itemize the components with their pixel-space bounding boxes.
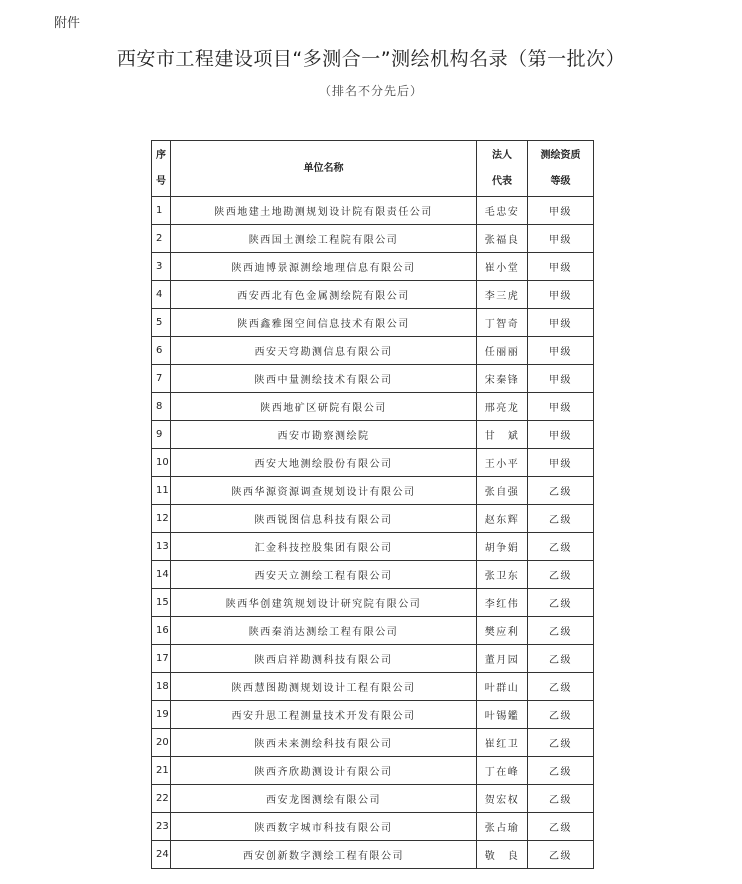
cell-qualification-grade: 乙级	[528, 617, 594, 645]
table-row	[152, 421, 594, 449]
table-row	[152, 813, 594, 841]
directory-table	[151, 140, 594, 869]
table-row	[152, 533, 594, 561]
cell-serial-number: 5	[152, 309, 171, 337]
cell-unit-name: 汇金科技控股集团有限公司	[171, 533, 477, 561]
cell-qualification-grade: 甲级	[528, 449, 594, 477]
cell-serial-number: 11	[152, 477, 171, 505]
cell-serial-number: 4	[152, 281, 171, 309]
cell-unit-name: 陕西锐图信息科技有限公司	[171, 505, 477, 533]
table-row	[152, 617, 594, 645]
cell-legal-representative: 敬 良	[477, 841, 528, 869]
cell-legal-representative: 张卫东	[477, 561, 528, 589]
table-row	[152, 281, 594, 309]
cell-serial-number: 14	[152, 561, 171, 589]
cell-serial-number: 22	[152, 785, 171, 813]
cell-serial-number: 6	[152, 337, 171, 365]
document-subtitle: （排名不分先后）	[318, 84, 423, 98]
table-row	[152, 253, 594, 281]
cell-serial-number: 7	[152, 365, 171, 393]
cell-qualification-grade: 乙级	[528, 533, 594, 561]
cell-legal-representative: 任丽丽	[477, 337, 528, 365]
cell-serial-number: 20	[152, 729, 171, 757]
cell-legal-representative: 王小平	[477, 449, 528, 477]
table-row	[152, 785, 594, 813]
cell-serial-number: 23	[152, 813, 171, 841]
cell-unit-name: 陕西慧图勘测规划设计工程有限公司	[171, 673, 477, 701]
cell-unit-name: 陕西启祥勘测科技有限公司	[171, 645, 477, 673]
header-legal-representative	[477, 141, 528, 197]
cell-qualification-grade: 乙级	[528, 757, 594, 785]
cell-serial-number: 19	[152, 701, 171, 729]
header-serial-number	[152, 141, 171, 197]
cell-legal-representative: 李三虎	[477, 281, 528, 309]
cell-unit-name: 西安升思工程测量技术开发有限公司	[171, 701, 477, 729]
table-row	[152, 197, 594, 225]
header-rep-line1: 法人	[492, 149, 512, 161]
cell-legal-representative: 张福良	[477, 225, 528, 253]
cell-legal-representative: 贺宏权	[477, 785, 528, 813]
cell-unit-name: 陕西华创建筑规划设计研究院有限公司	[171, 589, 477, 617]
header-serial-line2: 号	[156, 175, 166, 187]
cell-qualification-grade: 乙级	[528, 505, 594, 533]
cell-legal-representative: 甘 斌	[477, 421, 528, 449]
cell-legal-representative: 叶群山	[477, 673, 528, 701]
cell-unit-name: 陕西秦消达测绘工程有限公司	[171, 617, 477, 645]
cell-legal-representative: 崔红卫	[477, 729, 528, 757]
cell-serial-number: 17	[152, 645, 171, 673]
cell-qualification-grade: 甲级	[528, 225, 594, 253]
cell-serial-number: 16	[152, 617, 171, 645]
cell-serial-number: 8	[152, 393, 171, 421]
cell-legal-representative: 邢亮龙	[477, 393, 528, 421]
cell-legal-representative: 崔小堂	[477, 253, 528, 281]
cell-qualification-grade: 甲级	[528, 197, 594, 225]
cell-unit-name: 西安天穹勘测信息有限公司	[171, 337, 477, 365]
cell-qualification-grade: 乙级	[528, 645, 594, 673]
cell-legal-representative: 胡争娟	[477, 533, 528, 561]
table-row	[152, 757, 594, 785]
cell-unit-name: 西安天立测绘工程有限公司	[171, 561, 477, 589]
cell-serial-number: 3	[152, 253, 171, 281]
table-row	[152, 589, 594, 617]
cell-unit-name: 陕西国土测绘工程院有限公司	[171, 225, 477, 253]
cell-unit-name: 西安市勘察测绘院	[171, 421, 477, 449]
cell-legal-representative: 叶锡鑑	[477, 701, 528, 729]
header-qualification-grade	[528, 141, 594, 197]
cell-qualification-grade: 乙级	[528, 729, 594, 757]
header-unit-name: 单位名称	[171, 141, 477, 197]
cell-unit-name: 西安西北有色金属测绘院有限公司	[171, 281, 477, 309]
header-grade-line2: 等级	[550, 175, 571, 187]
cell-legal-representative: 张占瑜	[477, 813, 528, 841]
table-row	[152, 645, 594, 673]
table-row	[152, 449, 594, 477]
cell-unit-name: 陕西地矿区研院有限公司	[171, 393, 477, 421]
table-row	[152, 337, 594, 365]
table-row	[152, 477, 594, 505]
cell-unit-name: 陕西鑫雅图空间信息技术有限公司	[171, 309, 477, 337]
table-row	[152, 393, 594, 421]
cell-unit-name: 陕西齐欣勘测设计有限公司	[171, 757, 477, 785]
cell-unit-name: 陕西数字城市科技有限公司	[171, 813, 477, 841]
cell-qualification-grade: 乙级	[528, 785, 594, 813]
header-grade-line1: 测绘资质	[540, 149, 581, 161]
header-rep-line2: 代表	[492, 175, 512, 187]
directory-table-container	[151, 140, 593, 869]
table-row	[152, 729, 594, 757]
cell-legal-representative: 董月园	[477, 645, 528, 673]
cell-unit-name: 西安大地测绘股份有限公司	[171, 449, 477, 477]
cell-unit-name: 西安创新数字测绘工程有限公司	[171, 841, 477, 869]
cell-legal-representative: 李红伟	[477, 589, 528, 617]
cell-serial-number: 12	[152, 505, 171, 533]
cell-unit-name: 陕西地建土地勘测规划设计院有限责任公司	[171, 197, 477, 225]
cell-legal-representative: 樊应利	[477, 617, 528, 645]
cell-qualification-grade: 甲级	[528, 309, 594, 337]
cell-serial-number: 24	[152, 841, 171, 869]
cell-qualification-grade: 乙级	[528, 589, 594, 617]
cell-unit-name: 陕西中量测绘技术有限公司	[171, 365, 477, 393]
cell-serial-number: 18	[152, 673, 171, 701]
cell-unit-name: 陕西未来测绘科技有限公司	[171, 729, 477, 757]
table-body	[152, 197, 594, 869]
cell-serial-number: 2	[152, 225, 171, 253]
cell-qualification-grade: 乙级	[528, 813, 594, 841]
table-row	[152, 561, 594, 589]
cell-qualification-grade: 甲级	[528, 393, 594, 421]
table-row	[152, 309, 594, 337]
table-row	[152, 365, 594, 393]
cell-serial-number: 15	[152, 589, 171, 617]
cell-legal-representative: 毛忠安	[477, 197, 528, 225]
cell-qualification-grade: 甲级	[528, 421, 594, 449]
cell-legal-representative: 赵东辉	[477, 505, 528, 533]
header-serial-line1: 序	[156, 149, 166, 161]
cell-legal-representative: 丁在峰	[477, 757, 528, 785]
table-row	[152, 841, 594, 869]
table-row	[152, 673, 594, 701]
table-header-row	[152, 141, 594, 197]
cell-qualification-grade: 乙级	[528, 841, 594, 869]
cell-unit-name: 西安龙图测绘有限公司	[171, 785, 477, 813]
cell-serial-number: 10	[152, 449, 171, 477]
cell-qualification-grade: 甲级	[528, 253, 594, 281]
cell-serial-number: 1	[152, 197, 171, 225]
cell-qualification-grade: 乙级	[528, 673, 594, 701]
attachment-label: 附件	[54, 16, 81, 31]
cell-legal-representative: 丁智奇	[477, 309, 528, 337]
cell-qualification-grade: 甲级	[528, 365, 594, 393]
cell-serial-number: 13	[152, 533, 171, 561]
cell-qualification-grade: 乙级	[528, 561, 594, 589]
table-row	[152, 505, 594, 533]
cell-serial-number: 9	[152, 421, 171, 449]
cell-legal-representative: 张自强	[477, 477, 528, 505]
cell-qualification-grade: 乙级	[528, 701, 594, 729]
cell-legal-representative: 宋秦锋	[477, 365, 528, 393]
cell-qualification-grade: 乙级	[528, 477, 594, 505]
cell-qualification-grade: 甲级	[528, 281, 594, 309]
cell-unit-name: 陕西迪博景源测绘地理信息有限公司	[171, 253, 477, 281]
cell-serial-number: 21	[152, 757, 171, 785]
cell-unit-name: 陕西华源资源调查规划设计有限公司	[171, 477, 477, 505]
cell-qualification-grade: 甲级	[528, 337, 594, 365]
table-row	[152, 701, 594, 729]
table-row	[152, 225, 594, 253]
document-title: 西安市工程建设项目“多测合一”测绘机构名录（第一批次）	[116, 48, 626, 70]
